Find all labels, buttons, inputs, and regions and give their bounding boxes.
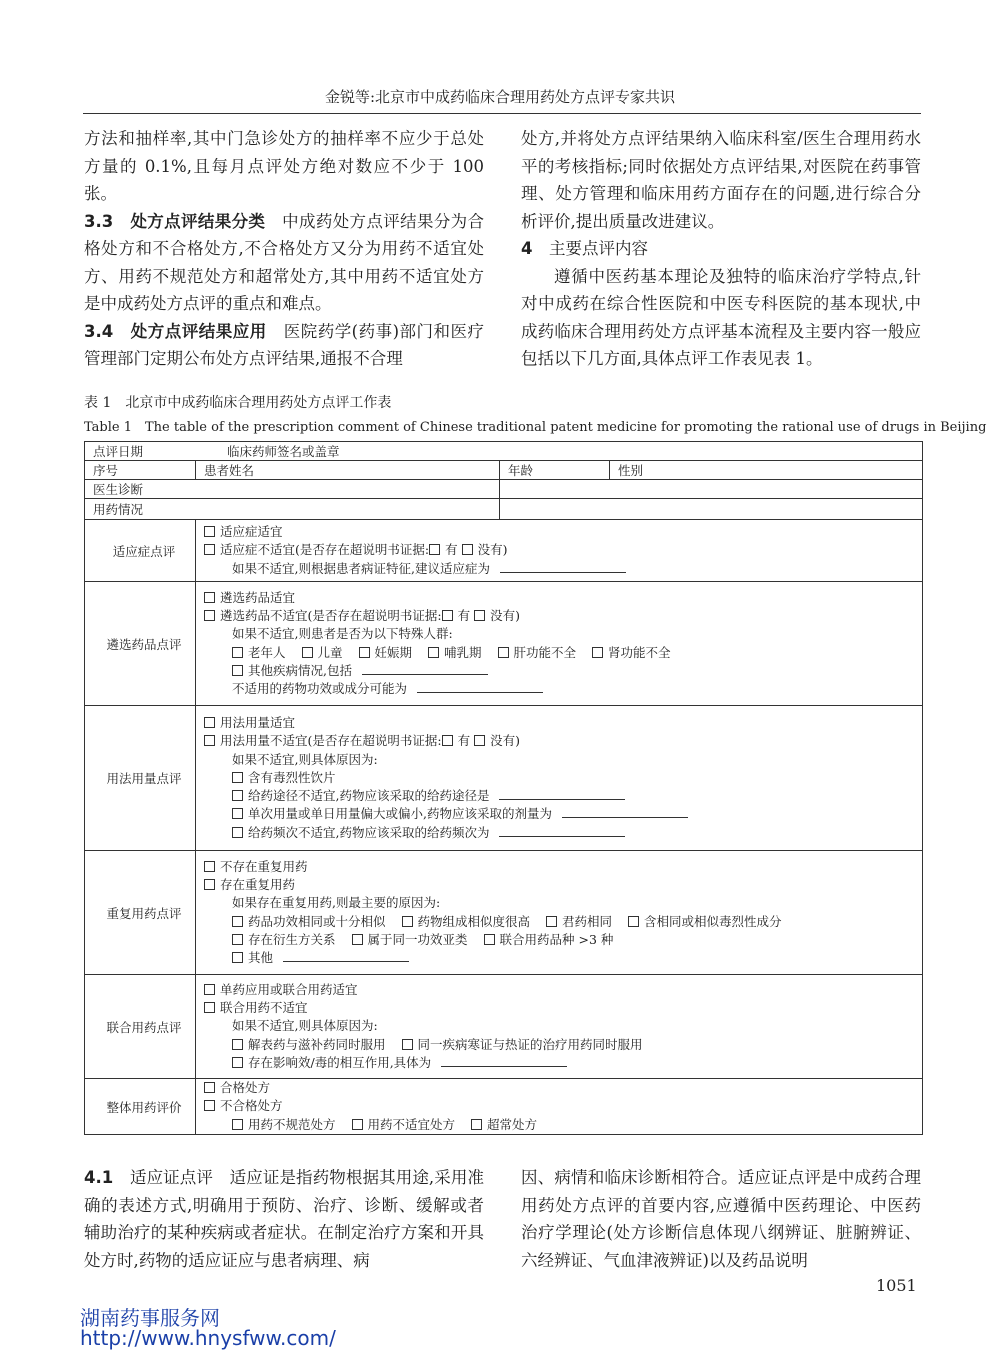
table-row [85,520,923,582]
checkbox[interactable] [204,717,215,728]
checkbox[interactable] [359,647,370,658]
table-row [85,706,923,851]
checkbox[interactable] [442,735,453,746]
paragraph: 因、病情和临床诊断相符合。适应证点评是中成药合理用药处方点评的首要内容,应遵循中医药理论、中医药治疗学理论(处方诊断信息体现八纲辨证、脏腑辨证、六经辨证、气血津液辨证)以及药品说明 [521,1168,921,1270]
checkbox[interactable] [498,647,509,658]
indication-options: 适应症适宜 适应症不适宜(是否存在超说明书证据: 有 没有) 如果不适宜,则根据患者病证特征,建议适应症为 [196,520,923,582]
cell-empty [500,499,923,520]
checkbox[interactable] [204,735,215,746]
paragraph [84,1164,484,1274]
row-label: 整体用药评价 [85,1079,196,1135]
fill-blank[interactable] [441,1058,567,1067]
section-number: 4.1 [84,1168,114,1187]
table-row [85,851,923,975]
fill-blank[interactable] [417,684,543,693]
checkbox[interactable] [232,772,243,783]
top-right-column [521,125,921,373]
checkbox[interactable] [232,827,243,838]
checkbox[interactable] [232,916,243,927]
table-row [85,582,923,706]
selection-options: 遴选药品适宜 遴选药品不适宜(是否存在超说明书证据: 有 没有) 如果不适宜,则患者是否为以下特殊人群: 老年人 儿童 妊娠期 哺乳期 肝功能不全 肾功能不全 其他疾病情况,包括 不适用的药物功效或成分可能为 [196,582,923,706]
checkbox[interactable] [428,647,439,658]
checkbox[interactable] [232,1119,243,1130]
fill-blank[interactable] [362,666,488,675]
paragraph [84,208,484,318]
fill-blank[interactable] [499,828,625,837]
prescription-comment-table [84,441,923,1135]
checkbox[interactable] [204,526,215,537]
checkbox[interactable] [302,647,313,658]
watermark-url[interactable]: http://www.hnysfww.com/ [80,1326,336,1350]
running-header: 金锐等:北京市中成药临床合理用药处方点评专家共识 [324,88,676,106]
checkbox[interactable] [232,1039,243,1050]
table-caption-cn: 表 1 北京市中成药临床合理用药处方点评工作表 [84,395,392,411]
checkbox[interactable] [232,934,243,945]
fill-blank[interactable] [562,809,688,818]
section-heading [521,235,921,263]
section-title: 处方点评结果应用 [130,321,267,341]
paragraph: 处方,并将处方点评结果纳入临床科室/医生合理用药水平的考核指标;同时依据处方点评结果,对医院在药事管理、处方管理和临床用药方面存在的问题,进行综合分析评价,提出质量改进建议。 [521,129,921,231]
section-title: 主要点评内容 [548,239,648,258]
section-number: 4 [521,239,533,258]
paragraph: 方法和抽样率,其中门急诊处方的抽样率不应少于总处方量的 0.1%,且每月点评处方绝对数应不少于 100 张。 [84,129,484,203]
cell-diagnosis: 医生诊断 [85,480,500,499]
section-title: 处方点评结果分类 [130,211,266,231]
section-text: 适应证是指药物根据其用途,采用准确的表述方式,明确用于预防、治疗、诊断、缓解或者辅助治疗的某种疾病或者症状。在制定治疗方案和开具处方时,药物的适应证应与患者病理、病 [84,1168,484,1270]
cell-patient-name: 患者姓名 [196,461,500,480]
checkbox[interactable] [402,1039,413,1050]
checkbox[interactable] [204,879,215,890]
checkbox[interactable] [232,647,243,658]
row-label: 用法用量点评 [85,706,196,851]
table-row [85,461,923,480]
row-label: 联合用药点评 [85,975,196,1079]
checkbox[interactable] [232,665,243,676]
checkbox[interactable] [232,1057,243,1068]
checkbox[interactable] [204,544,215,555]
section-number: 3.4 [84,321,114,341]
checkbox[interactable] [352,1119,363,1130]
checkbox[interactable] [474,610,485,621]
row-label: 适应症点评 [85,520,196,582]
header-rule [83,113,921,114]
fill-blank[interactable] [283,953,409,962]
fill-blank[interactable] [499,791,625,800]
cell-date: 点评日期 临床药师签名或盖章 [85,442,923,461]
duplicate-options: 不存在重复用药 存在重复用药 如果存在重复用药,则最主要的原因为: 药品功效相同或十分相似 药物组成相似度很高 君药相同 含相同或相似毒烈性成分 存在衍生方关系 属于同一功效亚类 联合用药品种 >3 种 其他 [196,851,923,975]
cell-empty [500,480,923,499]
checkbox[interactable] [204,1100,215,1111]
checkbox[interactable] [474,735,485,746]
row-label: 遴选药品点评 [85,582,196,706]
fill-blank[interactable] [500,564,626,573]
checkbox[interactable] [546,916,557,927]
checkbox[interactable] [204,984,215,995]
checkbox[interactable] [204,861,215,872]
table-row [85,975,923,1079]
cell-age: 年龄 [500,461,610,480]
bottom-right-column [521,1164,921,1274]
row-label: 重复用药点评 [85,851,196,975]
table-row [85,480,923,499]
dosage-options: 用法用量适宜 用法用量不适宜(是否存在超说明书证据: 有 没有) 如果不适宜,则具体原因为: 含有毒烈性饮片 给药途径不适宜,药物应该采取的给药途径是 单次用量或单日用量偏大或偏小,药物应该采取的剂量为 给药频次不适宜,药物应该采取的给药频次为 [196,706,923,851]
page-number: 1051 [876,1276,917,1295]
paragraph: 遵循中医药基本理论及独特的临床治疗学特点,针对中成药在综合性医院和中医专科医院的基本现状,中成药临床合理用药处方点评基本流程及主要内容一般应包括以下几方面,具体点评工作表见表 1。 [521,266,921,368]
checkbox[interactable] [484,934,495,945]
section-text: 医院药学(药事)部门和医疗管理部门定期公布处方点评结果,通报不合理 [84,321,485,368]
checkbox[interactable] [204,592,215,603]
checkbox[interactable] [232,790,243,801]
section-number: 3.3 [84,211,114,231]
checkbox[interactable] [442,610,453,621]
checkbox[interactable] [628,916,639,927]
section-title: 适应证点评 [129,1168,213,1187]
checkbox[interactable] [429,544,440,555]
table-row [85,1079,923,1135]
cell-pharmacist-sign: 临床药师签名或盖章 [227,444,340,459]
table-row [85,442,923,461]
table-row [85,499,923,520]
checkbox[interactable] [204,610,215,621]
cell-seq: 序号 [85,461,196,480]
checkbox[interactable] [352,934,363,945]
checkbox[interactable] [204,1082,215,1093]
cell-medication: 用药情况 [85,499,500,520]
section-text: 中成药处方点评结果分为合格处方和不合格处方,不合格处方又分为用药不适宜处方、用药不规范处方和超常处方,其中用药不适宜处方是中成药处方点评的重点和难点。 [84,211,485,313]
checkbox[interactable] [232,808,243,819]
table-caption-en: Table 1 The table of the prescription comment of Chinese traditional patent medicine for promoting the rational use of drugs in Beijing [84,420,987,435]
checkbox[interactable] [204,1002,215,1013]
checkbox[interactable] [402,916,413,927]
bottom-left-column [84,1164,484,1274]
checkbox[interactable] [471,1119,482,1130]
paragraph [84,318,484,373]
cell-sex: 性别 [610,461,923,480]
combination-options: 单药应用或联合用药适宜 联合用药不适宜 如果不适宜,则具体原因为: 解表药与滋补药同时服用 同一疾病寒证与热证的治疗用药同时服用 存在影响效/毒的相互作用,具体为 [196,975,923,1079]
checkbox[interactable] [462,544,473,555]
watermark-name: 湖南药事服务网 [80,1306,220,1330]
overall-options: 合格处方 不合格处方 用药不规范处方 用药不适宜处方 超常处方 [196,1079,923,1135]
top-left-column [84,125,484,373]
checkbox[interactable] [592,647,603,658]
checkbox[interactable] [232,952,243,963]
